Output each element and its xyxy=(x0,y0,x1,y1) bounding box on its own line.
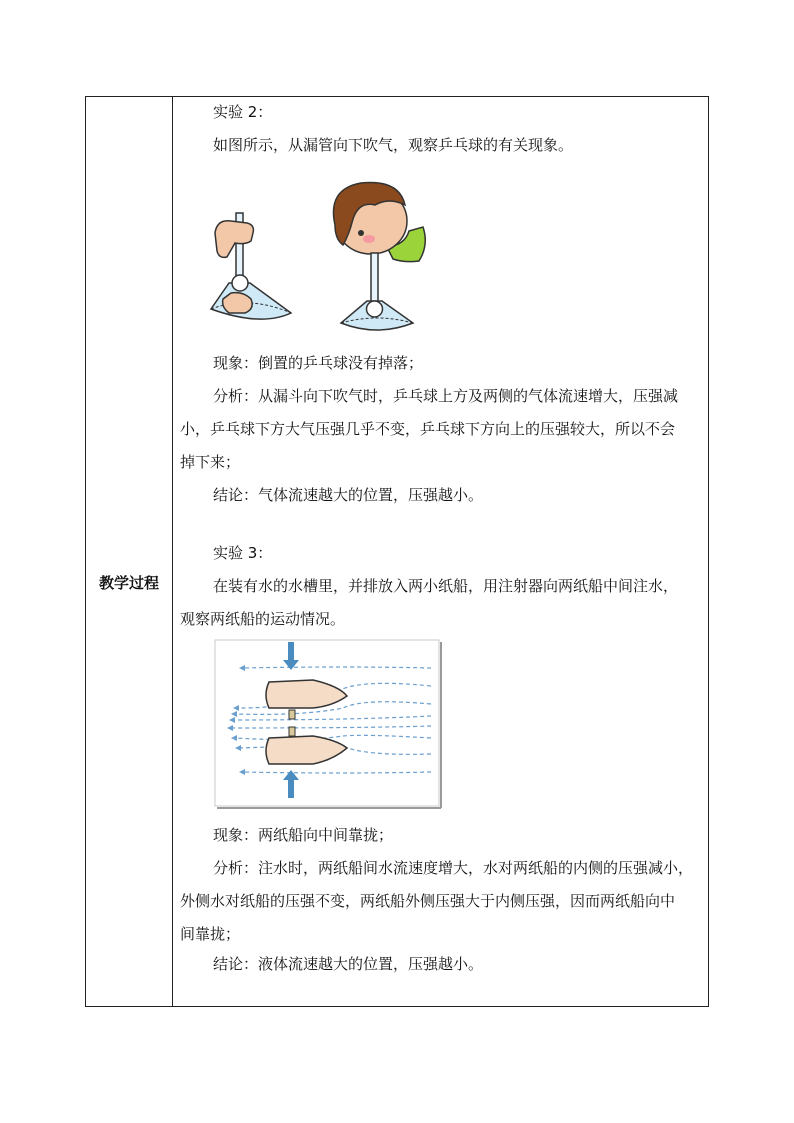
boy-blowing-illustration xyxy=(333,182,425,330)
exp3-analysis-line3: 间靠拢； xyxy=(180,925,241,943)
exp3-title: 实验 3： xyxy=(213,544,273,562)
exp2-phenomenon: 现象：倒置的乒乓球没有掉落； xyxy=(213,354,424,372)
exp2-analysis-line3: 掉下来； xyxy=(180,453,241,471)
exp3-conclusion: 结论：液体流速越大的位置，压强越小。 xyxy=(213,955,484,973)
exp3-phenomenon: 现象：两纸船向中间靠拢； xyxy=(213,826,394,844)
exp3-analysis-line1: 分析：注水时，两纸船间水流速度增大，水对两纸船的内侧的压强减小， xyxy=(213,859,694,877)
exp2-conclusion: 结论：气体流速越大的位置，压强越小。 xyxy=(213,486,484,504)
lesson-table xyxy=(85,96,709,1007)
hand-funnel-illustration xyxy=(211,213,291,319)
boat-experiment-figure xyxy=(213,638,443,810)
exp2-title: 实验 2： xyxy=(213,103,273,121)
exp2-analysis-line2: 小，乒乓球下方大气压强几乎不变，乒乓球下方向上的压强较大，所以不会 xyxy=(180,420,676,438)
exp3-intro-line2: 观察两纸船的运动情况。 xyxy=(180,610,346,628)
exp2-analysis-line1: 分析：从漏斗向下吹气时，乒乓球上方及两侧的气体流速增大，压强减 xyxy=(213,387,679,405)
row-label: 教学过程 xyxy=(98,574,159,592)
exp3-analysis-line2: 外侧水对纸船的压强不变，两纸船外侧压强大于内侧压强，因而两纸船向中 xyxy=(180,892,676,910)
content-cell xyxy=(173,97,708,1006)
funnel-experiment-figure xyxy=(209,175,449,337)
exp2-intro: 如图所示，从漏管向下吹气，观察乒乓球的有关现象。 xyxy=(213,136,574,154)
exp3-intro-line1: 在装有水的水槽里，并排放入两小纸船，用注射器向两纸船中间注水， xyxy=(213,577,679,595)
